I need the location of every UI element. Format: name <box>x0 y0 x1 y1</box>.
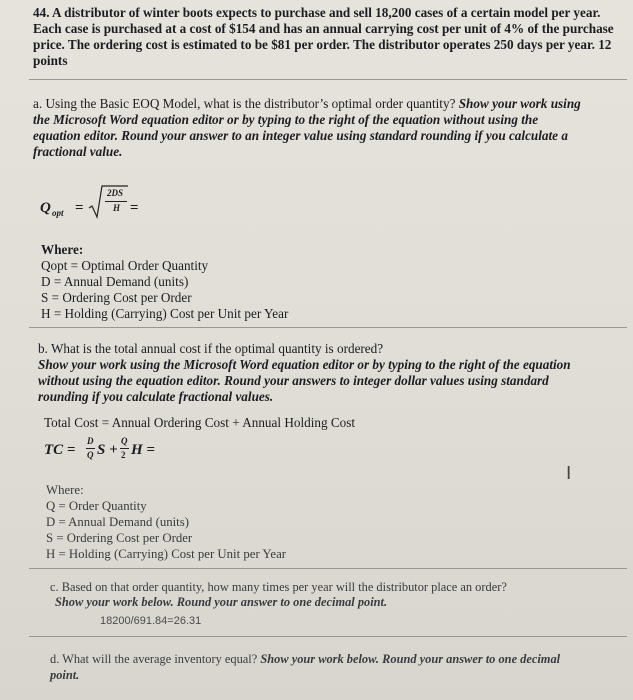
part-b-def-4: H = Holding (Carrying) Cost per Unit per Year <box>46 547 287 561</box>
eq-q2-numerator: Q <box>121 436 128 446</box>
part-c-line-2: Show your work below. Round your answer to one decimal point. <box>55 595 388 609</box>
part-a-def-2: D = Annual Demand (units) <box>41 274 189 289</box>
eq-q-subscript: opt <box>52 208 64 218</box>
part-d-line-1 <box>50 651 560 668</box>
eq-denominator: H <box>113 203 121 213</box>
eq-numerator: 2DS <box>107 188 124 198</box>
part-a-question: a. Using the Basic EOQ Model, what is the distributor’s optimal order quantity? <box>33 96 456 111</box>
part-a-where-title: Where: <box>41 242 84 257</box>
eq-equals-2: = <box>130 200 139 216</box>
eq-tc: TC = <box>44 442 76 458</box>
part-d-instruction: Show your work below. Round your answer to one decimal <box>260 652 561 666</box>
q44-line-2: Each case is purchased at a cost of $154 and has an annual carrying cost per unit of 4% of the purchase <box>33 21 614 36</box>
q44-line-1: 44. A distributor of winter boots expects to purchase and sell 18,200 cases of a certain model per year. <box>33 5 601 20</box>
q44-line-4: points <box>33 53 68 68</box>
part-b-def-1: Q = Order Quantity <box>46 499 147 513</box>
part-c-line-1: c. Based on that order quantity, how many times per year will the distributor place an order? <box>50 580 507 594</box>
part-a-def-3: S = Ordering Cost per Order <box>41 290 192 305</box>
part-b-line-3: without using the equation editor. Round your answers to integer dollar values using standard <box>38 373 549 388</box>
eq-2-denominator: 2 <box>121 450 126 460</box>
part-b-def-3: S = Ordering Cost per Order <box>46 531 193 545</box>
eq-equals-1: = <box>75 200 84 216</box>
part-a-line-4: fractional value. <box>33 144 123 159</box>
eq-q-symbol: Q <box>40 200 51 216</box>
part-b-line-2: Show your work using the Microsoft Word equation editor or by typing to the right of the equation <box>38 357 571 372</box>
text-cursor-icon: I <box>566 463 572 484</box>
part-a-def-4: H = Holding (Carrying) Cost per Unit per Year <box>41 306 289 321</box>
part-a-def-1: Qopt = Optimal Order Quantity <box>41 258 209 273</box>
eq-fraction-bar <box>105 201 127 202</box>
eq-d-numerator: D <box>87 436 94 446</box>
divider-part-a <box>29 327 627 328</box>
part-a-line-2: the Microsoft Word equation editor or by typing to the right of the equation without using the <box>33 112 539 127</box>
divider-part-c <box>29 636 627 637</box>
part-b-where-title: Where: <box>46 483 84 497</box>
part-d-question: d. What will the average inventory equal? <box>50 652 258 666</box>
part-a-line-1 <box>33 96 581 113</box>
q44-line-3: price. The ordering cost is estimated to be $81 per order. The distributor operates 250 days per year. 12 <box>33 37 612 52</box>
part-b-line-4: rounding if you calculate fractional values. <box>38 389 274 404</box>
eq-s-plus: S + <box>97 442 118 458</box>
part-a-instruction: Show your work using <box>458 96 581 111</box>
part-a-line-3: equation editor. Round your answer to an integer value using standard rounding if you calculate a <box>33 128 568 143</box>
part-c-answer[interactable]: 18200/691.84=26.31 <box>100 615 202 627</box>
eq-d-bar <box>86 448 95 449</box>
eq-q2-bar <box>120 448 129 449</box>
divider-part-b <box>29 568 627 569</box>
part-b-def-2: D = Annual Demand (units) <box>46 515 189 529</box>
part-d-line-2: point. <box>50 668 80 682</box>
part-b-line-1: b. What is the total annual cost if the optimal quantity is ordered? <box>38 341 384 356</box>
total-cost-formula: Total Cost = Annual Ordering Cost + Annual Holding Cost <box>44 415 356 430</box>
divider-q44 <box>29 79 627 80</box>
eq-h-equals: H = <box>131 442 155 458</box>
eq-q-denominator: Q <box>87 450 94 460</box>
